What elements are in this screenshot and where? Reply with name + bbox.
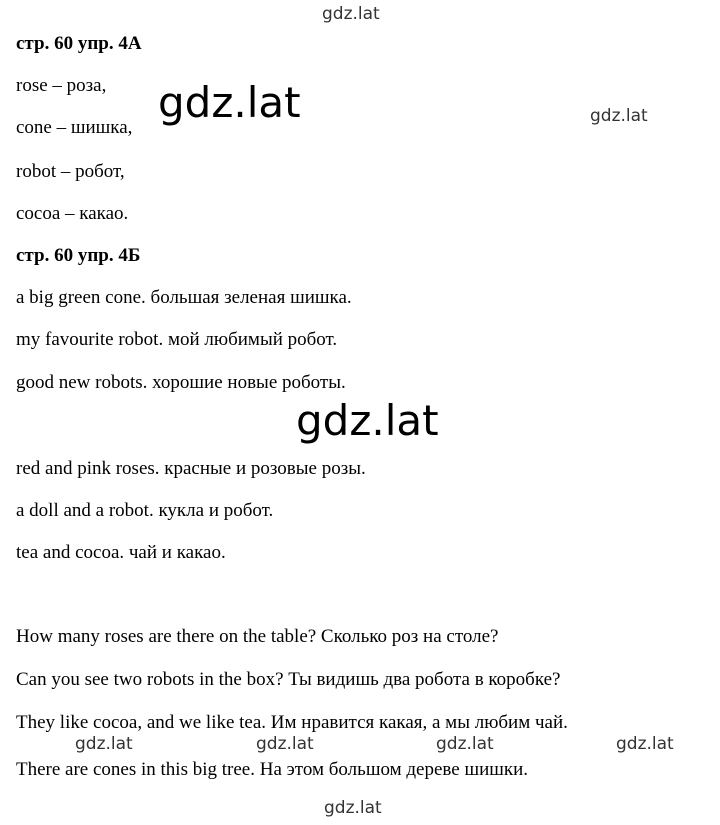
phrase-line: red and pink roses. красные и розовые розы. [16, 458, 366, 479]
phrase-line: good new robots. хорошие новые роботы. [16, 372, 346, 393]
section-a-heading: стр. 60 упр. 4А [16, 33, 142, 54]
watermark: gdz.lat [324, 798, 382, 818]
sentence-line: They like cocoa, and we like tea. Им нравится какая, а мы любим чай. [16, 712, 568, 733]
watermark: gdz.lat [590, 106, 648, 126]
watermark: gdz.lat [322, 4, 380, 24]
watermark: gdz.lat [436, 734, 494, 754]
vocab-line: rose – роза, [16, 75, 107, 96]
watermark: gdz.lat [75, 734, 133, 754]
watermark: gdz.lat [158, 78, 301, 127]
watermark: gdz.lat [296, 396, 439, 445]
watermark: gdz.lat [616, 734, 674, 754]
sentence-line: Can you see two robots in the box? Ты видишь два робота в коробке? [16, 669, 561, 690]
phrase-line: a doll and a robot. кукла и робот. [16, 500, 274, 521]
vocab-line: cocoa – какао. [16, 203, 129, 224]
phrase-line: my favourite robot. мой любимый робот. [16, 329, 338, 350]
vocab-line: cone – шишка, [16, 117, 133, 138]
vocab-line: robot – робот, [16, 161, 125, 182]
phrase-line: tea and cocoa. чай и какао. [16, 542, 226, 563]
section-b-heading: стр. 60 упр. 4Б [16, 245, 141, 266]
phrase-line: a big green cone. большая зеленая шишка. [16, 287, 352, 308]
sentence-line: How many roses are there on the table? Сколько роз на столе? [16, 626, 499, 647]
watermark: gdz.lat [256, 734, 314, 754]
sentence-line: There are cones in this big tree. На этом большом дереве шишки. [16, 759, 529, 780]
